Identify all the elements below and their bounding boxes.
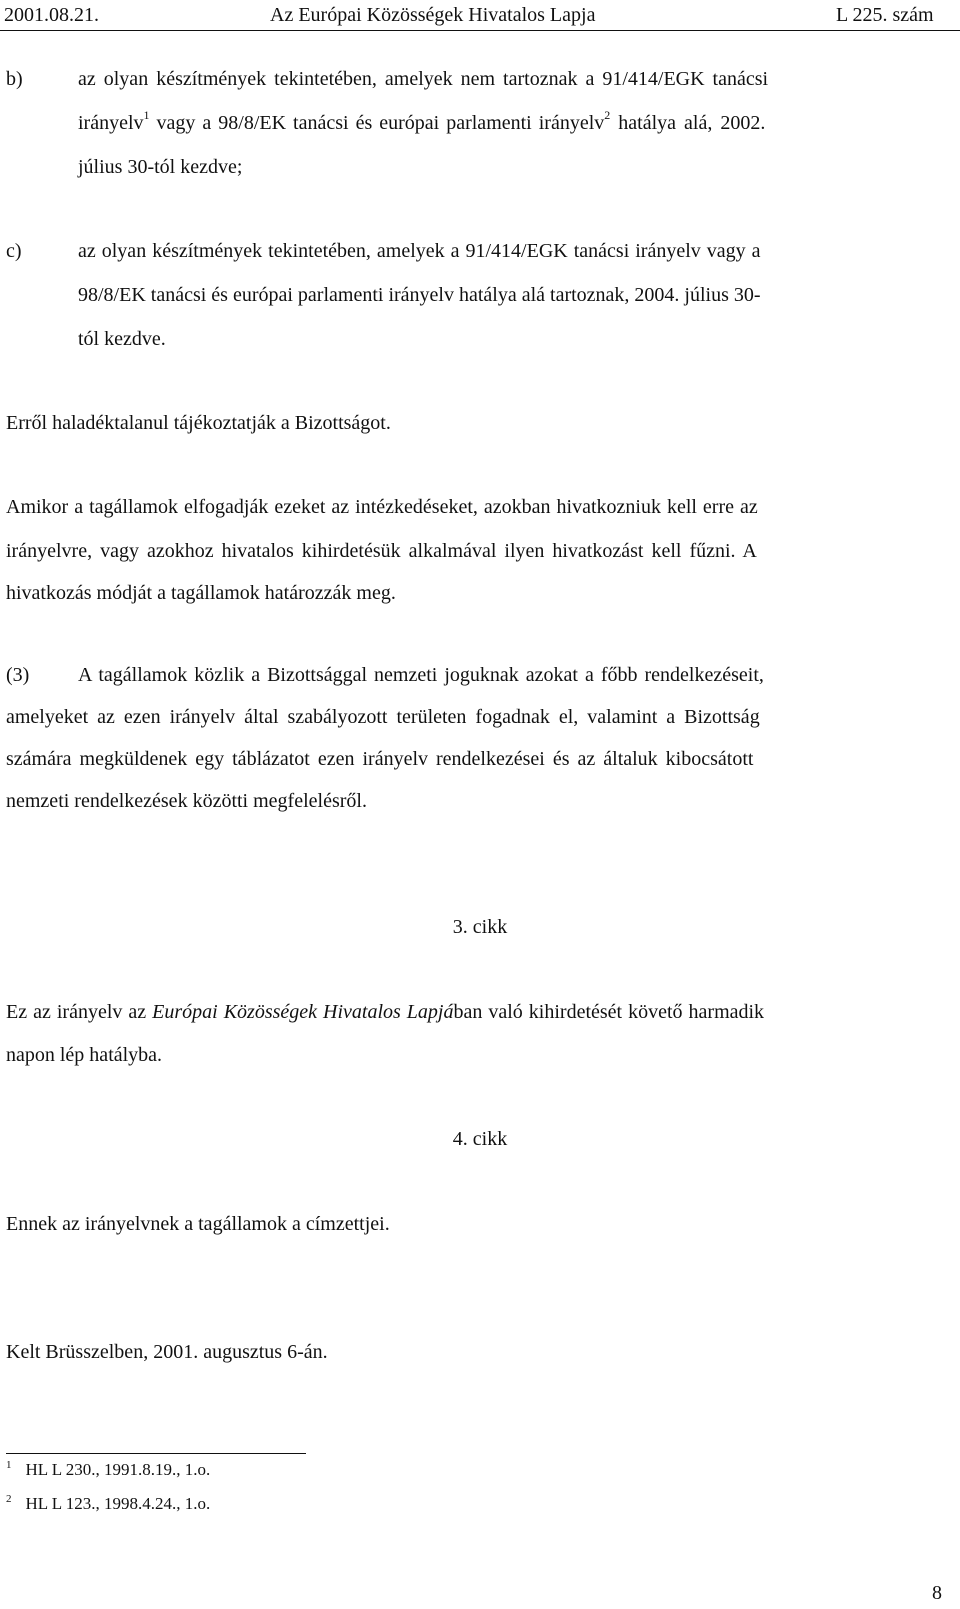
item-b-line-3: július 30-tól kezdve; [78, 156, 243, 178]
footnote-rule [6, 1453, 306, 1454]
paragraph-3-label: (3) [6, 664, 30, 686]
footnote-1-text: HL L 230., 1991.8.19., 1.o. [25, 1460, 211, 1479]
footnote-2-mark: 2 [6, 1493, 12, 1505]
article-3-line-1b: ban való kihirdetését követő harmadik [453, 1001, 765, 1023]
paragraph-3-line-1: A tagállamok közlik a Bizottsággal nemzeti joguknak azokat a főbb rendelkezéseit, [78, 664, 764, 686]
item-b-line-1 [78, 68, 930, 91]
item-b-line-2c: hatálya alá, 2002. [610, 112, 766, 134]
paragraph-3-line-4: nemzeti rendelkezések közötti megfelelésről. [6, 790, 367, 812]
article-4-text: Ennek az irányelvnek a tagállamok a címzettjei. [6, 1213, 390, 1235]
item-c-line-3: tól kezdve. [78, 328, 166, 350]
paragraph-reference-line-1: Amikor a tagállamok elfogadják ezeket az intézkedéseket, azokban hivatkozniuk kell erre az [6, 496, 758, 518]
item-b-line-2a: irányelv [78, 112, 144, 134]
paragraph-reference-line-3: hivatkozás módját a tagállamok határozzák meg. [6, 582, 396, 604]
item-label-b: b) [6, 68, 23, 90]
footnote-2 [6, 1494, 210, 1514]
item-b-line-2b: vagy a 98/8/EK tanácsi és európai parlamenti irányelv [149, 112, 605, 134]
header-issue-number: L 225. szám [836, 4, 934, 26]
article-3-heading: 3. cikk [452, 916, 508, 938]
item-b-line-1-text: az olyan készítmények tekintetében, amelyek nem tartoznak a 91/414/EGK tanácsi [78, 68, 769, 90]
journal-name-italic: Európai Közösségek Hivatalos Lapjá [152, 1001, 454, 1023]
article-3-line-2: napon lép hatályba. [6, 1044, 163, 1066]
paragraph-3-line-2: amelyeket az ezen irányelv által szabályozott területen fogadnak el, valamint a Bizottság [6, 706, 760, 728]
page-number: 8 [932, 1582, 942, 1604]
footnote-1-mark: 1 [6, 1459, 12, 1471]
footnote-1 [6, 1460, 210, 1480]
footnote-ref-1: 1 [143, 108, 150, 122]
footnote-ref-2: 2 [604, 108, 611, 122]
article-3-line-1a: Ez az irányelv az [6, 1001, 153, 1023]
paragraph-reference-line-2: irányelvre, vagy azokhoz hivatalos kihirdetésük alkalmával ilyen hivatkozást kell fűzni. A [6, 540, 757, 562]
header-rule [0, 30, 960, 31]
item-c-line-1: az olyan készítmények tekintetében, amelyek a 91/414/EGK tanácsi irányelv vagy a [78, 240, 761, 262]
article-3-line-1 [6, 1001, 764, 1024]
footnote-2-text: HL L 123., 1998.4.24., 1.o. [25, 1494, 211, 1513]
signature-line: Kelt Brüsszelben, 2001. augusztus 6-án. [6, 1341, 328, 1363]
item-label-c: c) [6, 240, 22, 262]
paragraph-notify: Erről haladéktalanul tájékoztatják a Bizottságot. [6, 412, 391, 434]
item-b-line-2 [78, 108, 766, 135]
page-header [0, 4, 960, 28]
paragraph-3-line-3: számára megküldenek egy táblázatot ezen irányelv rendelkezései és az általuk kibocsátott [6, 748, 754, 770]
header-date: 2001.08.21. [4, 4, 99, 26]
header-journal-title: Az Európai Közösségek Hivatalos Lapja [270, 4, 596, 26]
article-4-heading: 4. cikk [452, 1128, 508, 1150]
item-c-line-2: 98/8/EK tanácsi és európai parlamenti irányelv hatálya alá tartoznak, 2004. július 30- [78, 284, 761, 306]
